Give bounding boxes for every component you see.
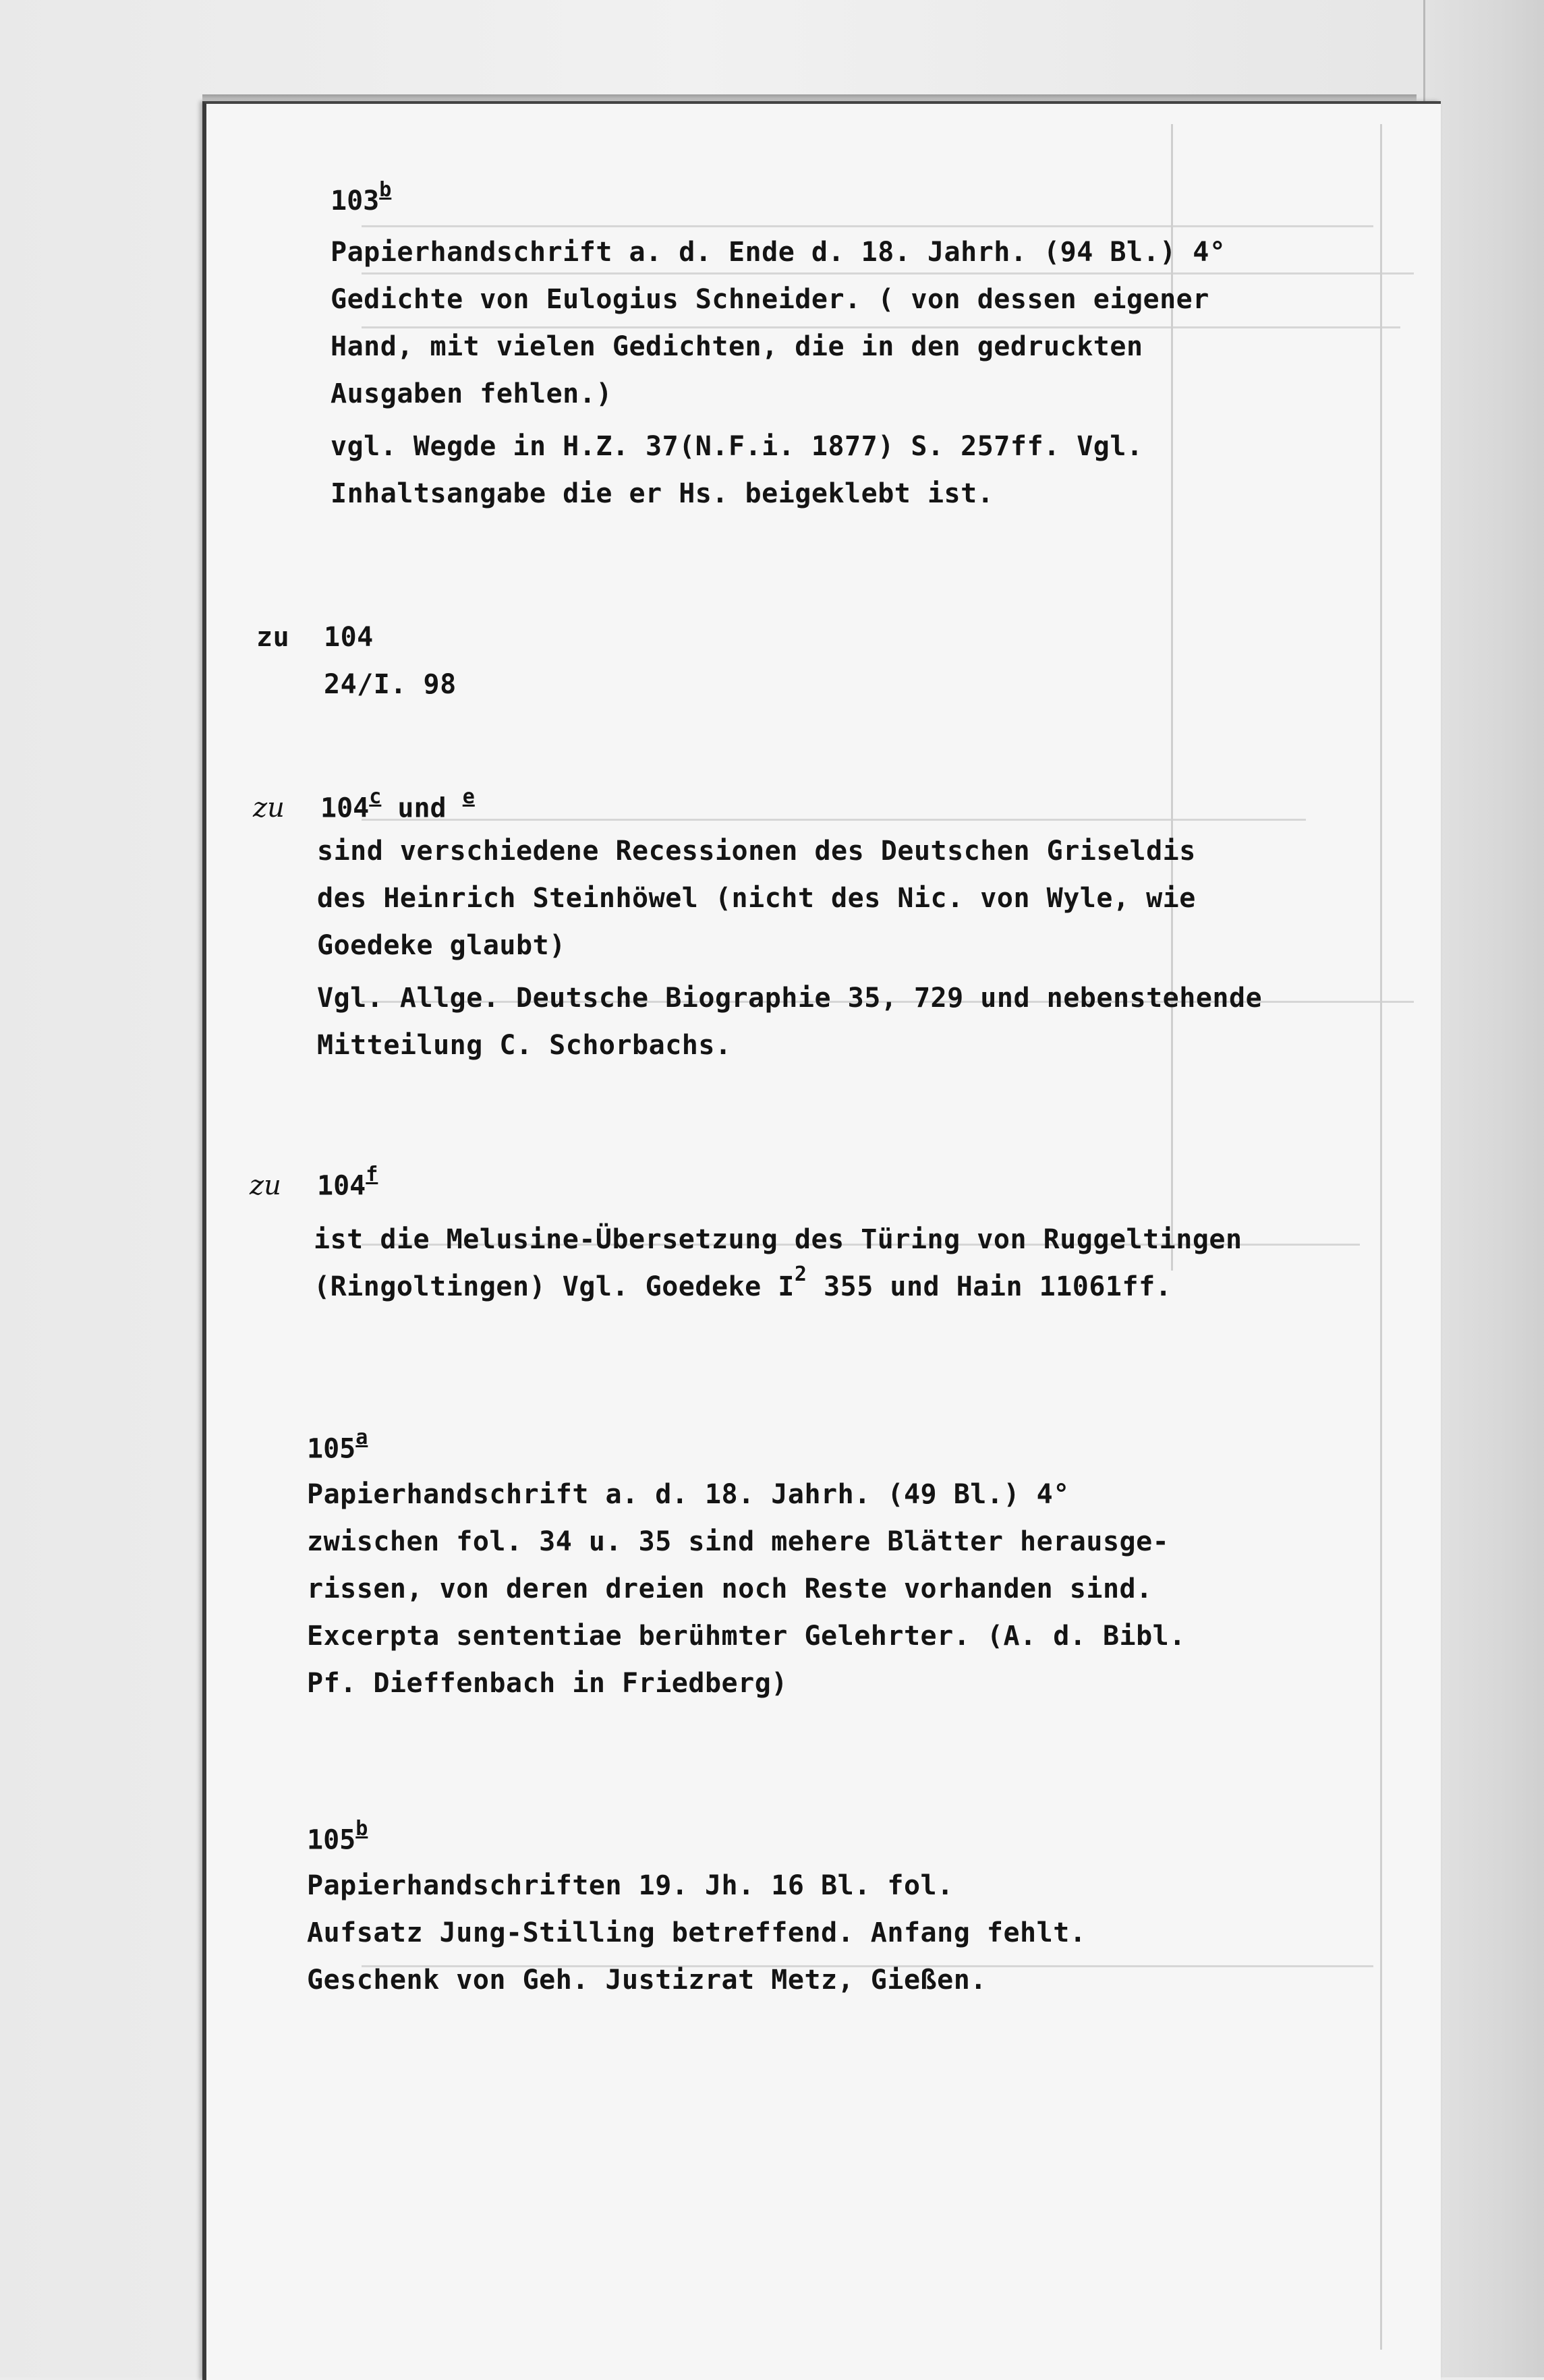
underlying-card-edge <box>1423 0 1544 2377</box>
entry-number: 103 <box>331 185 380 217</box>
text-line: Papierhandschriften 19. Jh. 16 Bl. fol. <box>307 1870 954 1902</box>
entry-zu-104 <box>256 614 457 708</box>
text-line: zwischen fol. 34 u. 35 sind mehere Blätter herausge- <box>307 1526 1170 1558</box>
text-line: sind verschiedene Recessionen des Deutschen Griseldis <box>317 836 1196 867</box>
entry-suffix: b <box>379 178 392 202</box>
entry-number: 105 <box>307 1433 356 1465</box>
text-span: (Ringoltingen) Vgl. Goedeke I <box>314 1271 795 1303</box>
entry-suffix: e <box>462 785 475 809</box>
text-line: Papierhandschrift a. d. Ende d. 18. Jahrh. (94 Bl.) 4° <box>331 237 1226 268</box>
text-line: rissen, von deren dreien noch Reste vorhanden sind. <box>307 1573 1153 1605</box>
text-line: Hand, mit vielen Gedichten, die in den gedruckten <box>331 331 1143 363</box>
superscript: 2 <box>794 1262 807 1287</box>
entry-zu-104c-e <box>253 785 1263 1069</box>
text-line: Inhaltsangabe die er Hs. beigeklebt ist. <box>331 478 994 510</box>
entry-number: 104 <box>320 792 370 824</box>
text-line: Papierhandschrift a. d. 18. Jahrh. (49 Bl.) 4° <box>307 1479 1070 1511</box>
entry-suffix: c <box>369 785 382 809</box>
entry-prefix: zu <box>250 1170 281 1202</box>
text-span: 355 und Hain 11061ff. <box>807 1271 1172 1303</box>
text-line: Vgl. Allge. Deutsche Biographie 35, 729 und nebenstehende <box>317 983 1263 1014</box>
text-line: Pf. Dieffenbach in Friedberg) <box>307 1668 788 1700</box>
entry-105a <box>307 1426 1186 1707</box>
entry-103b <box>331 178 1226 517</box>
text-line: Gedichte von Eulogius Schneider. ( von dessen eigener <box>331 284 1209 316</box>
text-line <box>314 1263 1242 1313</box>
text-line: Aufsatz Jung-Stilling betreffend. Anfang fehlt. <box>307 1917 1087 1949</box>
entry-zu-104f <box>250 1163 1242 1313</box>
text-line: Geschenk von Geh. Justizrat Metz, Gießen. <box>307 1965 987 1996</box>
card-crease <box>1380 124 1382 2350</box>
entry-number: 104 <box>324 622 374 653</box>
entry-suffix: a <box>355 1426 368 1449</box>
entry-suffix: b <box>355 1817 368 1840</box>
entry-number: 104 <box>317 1170 366 1202</box>
heading-connector: und <box>381 792 463 824</box>
entry-number: 105 <box>307 1824 356 1856</box>
text-line: Excerpta sententiae berühmter Gelehrter. (A. d. Bibl. <box>307 1621 1186 1652</box>
entry-105b <box>307 1817 1087 2004</box>
text-line: vgl. Wegde in H.Z. 37(N.F.i. 1877) S. 257ff. Vgl. <box>331 431 1143 463</box>
text-line: Goedeke glaubt) <box>317 930 566 962</box>
card-top-fold <box>202 94 1417 101</box>
entry-heading <box>331 178 1226 217</box>
text-line: 24/I. 98 <box>324 669 457 700</box>
entry-suffix: f <box>366 1163 378 1186</box>
text-line: ist die Melusine-Übersetzung des Türing von Ruggeltingen <box>314 1224 1242 1256</box>
text-line: des Heinrich Steinhöwel (nicht des Nic. von Wyle, wie <box>317 883 1196 915</box>
entry-prefix: zu <box>253 792 285 824</box>
text-line: Mitteilung C. Schorbachs. <box>317 1030 732 1062</box>
text-line: Ausgaben fehlen.) <box>331 378 612 410</box>
entry-prefix: zu <box>256 622 290 653</box>
